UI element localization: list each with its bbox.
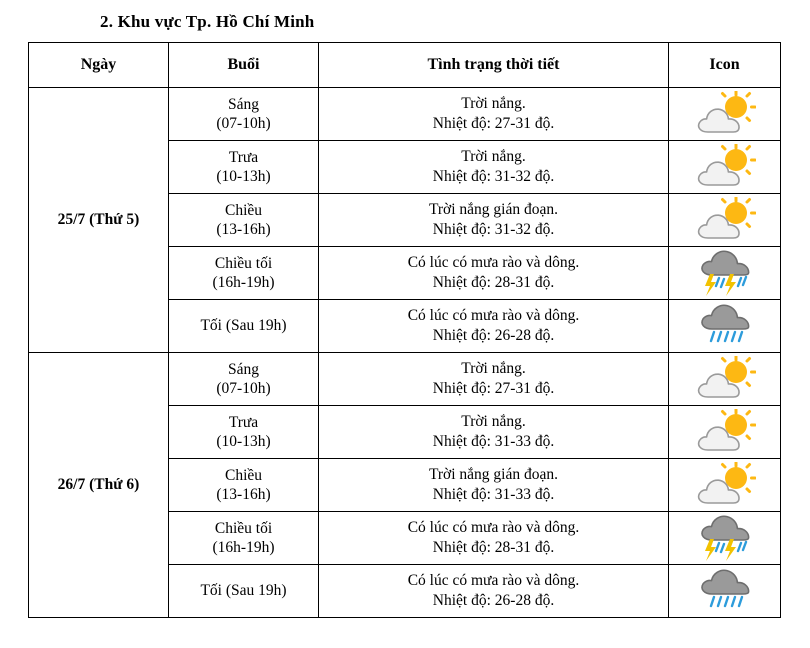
table-body: [29, 88, 781, 618]
icon-cell: [669, 300, 781, 353]
description-cell: [319, 406, 669, 459]
sun-behind-cloud-icon: [669, 406, 780, 458]
day-label: 25/7 (Thứ 5): [29, 88, 169, 353]
part-name: Chiều: [224, 466, 263, 484]
page-title: 2. Khu vực Tp. Hồ Chí Minh: [100, 12, 315, 31]
rain-cloud-icon: [669, 565, 780, 617]
document-page: [0, 12, 810, 648]
description-line-1: Có lúc có mưa rào và dông.: [407, 306, 580, 324]
icon-cell: [669, 353, 781, 406]
sun-behind-cloud-icon: [669, 459, 780, 511]
icon-cell: [669, 194, 781, 247]
thunderstorm-rain-icon: [669, 512, 780, 564]
description-line-1: Trời nắng.: [461, 94, 526, 112]
part-name: Chiều tối: [214, 519, 273, 537]
description-line-2: Nhiệt độ: 31-33 độ.: [432, 433, 555, 450]
part-cell: [169, 406, 319, 459]
description-cell: [319, 565, 669, 618]
table-header: [29, 43, 781, 88]
description-line-2: Nhiệt độ: 26-28 độ.: [432, 592, 555, 609]
description-line-1: Trời nắng.: [461, 147, 526, 165]
part-time: (13-16h): [216, 486, 271, 503]
description-line-2: Nhiệt độ: 31-32 độ.: [432, 221, 555, 238]
column-header-description: Tình trạng thời tiết: [319, 43, 669, 88]
description-line-1: Trời nắng.: [461, 412, 526, 430]
description-line-1: Trời nắng gián đoạn.: [428, 200, 559, 218]
description-cell: [319, 353, 669, 406]
column-header-part: Buổi: [169, 43, 319, 88]
part-name: Trưa: [228, 413, 259, 431]
part-cell: [169, 141, 319, 194]
description-line-2: Nhiệt độ: 27-31 độ.: [432, 380, 555, 397]
part-time: (07-10h): [216, 380, 271, 397]
description-line-2: Nhiệt độ: 27-31 độ.: [432, 115, 555, 132]
icon-cell: [669, 512, 781, 565]
part-time: (16h-19h): [212, 274, 275, 291]
part-name: Sáng: [228, 360, 259, 378]
description-cell: [319, 88, 669, 141]
part-name: Tối (Sau 19h): [200, 582, 287, 600]
sun-behind-cloud-icon: [669, 141, 780, 193]
sun-behind-cloud-icon: [669, 353, 780, 405]
description-line-1: Có lúc có mưa rào và dông.: [407, 518, 580, 536]
part-cell: [169, 194, 319, 247]
icon-cell: [669, 565, 781, 618]
description-line-1: Có lúc có mưa rào và dông.: [407, 571, 580, 589]
icon-cell: [669, 88, 781, 141]
description-line-2: Nhiệt độ: 26-28 độ.: [432, 327, 555, 344]
part-cell: [169, 512, 319, 565]
icon-cell: [669, 459, 781, 512]
part-time: (07-10h): [216, 115, 271, 132]
table-row: [29, 88, 781, 141]
part-cell: [169, 88, 319, 141]
description-cell: [319, 512, 669, 565]
description-line-1: Có lúc có mưa rào và dông.: [407, 253, 580, 271]
part-name: Trưa: [228, 148, 259, 166]
description-line-1: Trời nắng.: [461, 359, 526, 377]
part-cell: [169, 459, 319, 512]
description-cell: [319, 459, 669, 512]
weather-forecast-table: [28, 42, 781, 618]
part-name: Tối (Sau 19h): [200, 317, 287, 335]
column-header-day: Ngày: [29, 43, 169, 88]
rain-cloud-icon: [669, 300, 780, 352]
table-header-row: [29, 43, 781, 88]
description-cell: [319, 194, 669, 247]
part-name: Sáng: [228, 95, 259, 113]
description-line-2: Nhiệt độ: 31-33 độ.: [432, 486, 555, 503]
description-line-2: Nhiệt độ: 28-31 độ.: [432, 539, 555, 556]
description-cell: [319, 300, 669, 353]
description-line-1: Trời nắng gián đoạn.: [428, 465, 559, 483]
icon-cell: [669, 247, 781, 300]
description-cell: [319, 141, 669, 194]
description-line-2: Nhiệt độ: 28-31 độ.: [432, 274, 555, 291]
part-name: Chiều: [224, 201, 263, 219]
day-label: 26/7 (Thứ 6): [29, 353, 169, 618]
part-cell: [169, 565, 319, 618]
table-row: [29, 353, 781, 406]
icon-cell: [669, 141, 781, 194]
part-name: Chiều tối: [214, 254, 273, 272]
part-time: (16h-19h): [212, 539, 275, 556]
part-cell: [169, 353, 319, 406]
description-line-2: Nhiệt độ: 31-32 độ.: [432, 168, 555, 185]
part-cell: [169, 247, 319, 300]
sun-behind-cloud-icon: [669, 194, 780, 246]
thunderstorm-rain-icon: [669, 247, 780, 299]
description-cell: [319, 247, 669, 300]
part-time: (10-13h): [216, 433, 271, 450]
icon-cell: [669, 406, 781, 459]
part-cell: [169, 300, 319, 353]
part-time: (13-16h): [216, 221, 271, 238]
part-time: (10-13h): [216, 168, 271, 185]
sun-behind-cloud-icon: [669, 88, 780, 140]
column-header-icon: Icon: [669, 43, 781, 88]
